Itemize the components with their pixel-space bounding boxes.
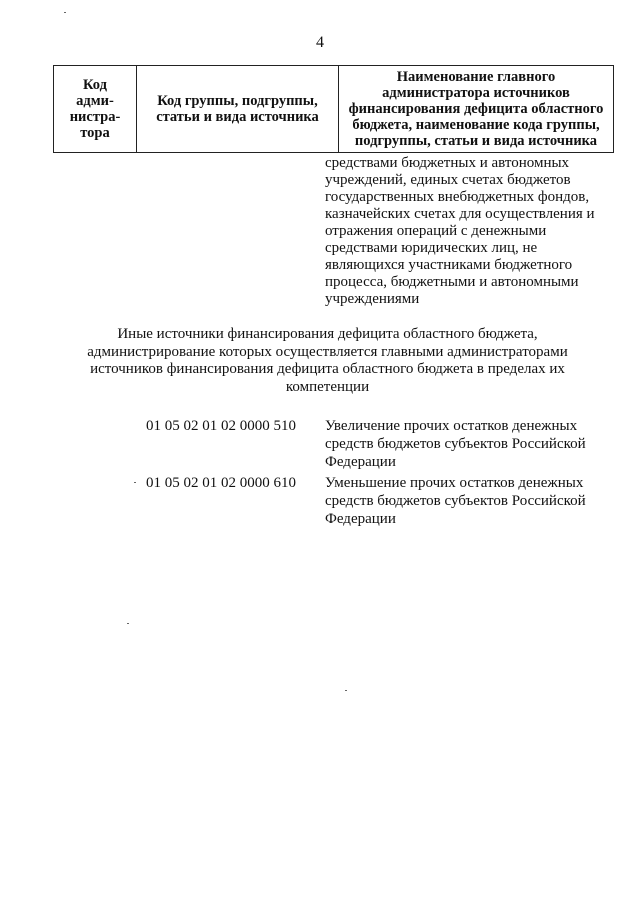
scan-speck bbox=[345, 690, 347, 691]
header-name bbox=[339, 66, 614, 153]
scan-speck bbox=[64, 12, 66, 13]
header-admin-code-text: Код адми- нистра- тора bbox=[69, 77, 121, 141]
continued-name-text: средствами бюджетных и автономных учреждений, единых счетах бюджетов государственных внебюджетных фондов, казначейских счетах для осуществления и отражения операций с денежными средствами юридических лиц, не являющихся участниками бюджетного процесса, бюджетными и автономными учреждениями bbox=[325, 155, 595, 307]
header-name-text: Наименование главного администратора источников финансирования дефицита областного бюджета, наименование кода группы, подгруппы, статьи и вида источника bbox=[348, 69, 604, 149]
header-group-code bbox=[137, 66, 339, 153]
row-2-name: Уменьшение прочих остатков денежных средств бюджетов субъектов Российской Федерации bbox=[325, 475, 586, 527]
header-group-code-text: Код группы, подгруппы, статьи и вида источника bbox=[156, 93, 319, 125]
section-heading: Иные источники финансирования дефицита областного бюджета, администрирование которых осуществляется главными администраторами источников финансирования дефицита областного бюджета в пределах их компетенции bbox=[87, 326, 568, 395]
table-header bbox=[53, 65, 614, 153]
scan-speck bbox=[127, 623, 129, 624]
row-1-name: Увеличение прочих остатков денежных средств бюджетов субъектов Российской Федерации bbox=[325, 418, 586, 470]
row-1-code: 01 05 02 01 02 0000 510 bbox=[146, 418, 296, 434]
row-2-code: 01 05 02 01 02 0000 610 bbox=[146, 475, 296, 491]
scan-speck bbox=[134, 482, 136, 483]
page-number: 4 bbox=[316, 34, 324, 51]
header-admin-code bbox=[54, 66, 137, 153]
